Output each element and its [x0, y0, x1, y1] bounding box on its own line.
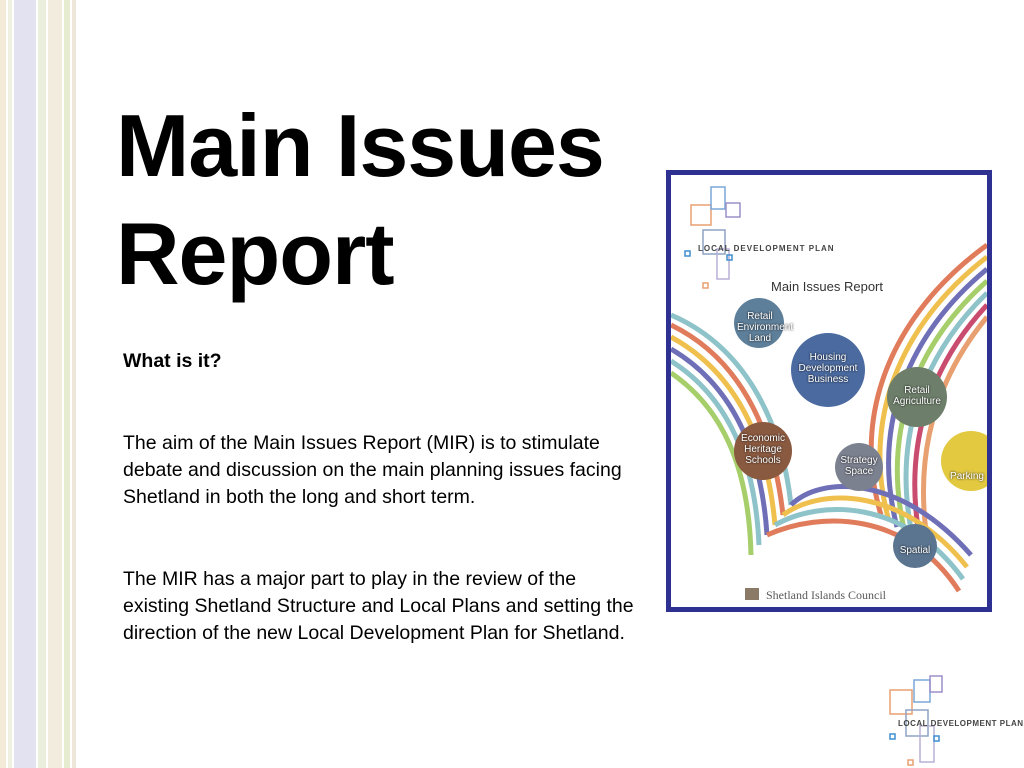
page-title: [116, 92, 676, 308]
circle-economic-heritage-label: Economic Heritage Schools: [741, 433, 785, 466]
title-line-1: Main Issues: [116, 96, 604, 195]
body-text: [123, 348, 643, 702]
question-heading: What is it?: [123, 350, 222, 372]
left-stripes-decoration: [0, 0, 82, 768]
paragraph-2: The MIR has a major part to play in the review of the existing Shetland Structure and Local Plans and setting the direction of the new Local Development Plan for Shetland.: [123, 568, 634, 644]
paragraph-1: The aim of the Main Issues Report (MIR) is to stimulate debate and discussion on the main planning issues facing Shetland in both the long and short term.: [123, 432, 622, 508]
circle-housing-development-label: Housing Development Business: [798, 352, 858, 385]
circle-spatial-label: Spatial: [899, 545, 931, 556]
circle-retail-agriculture-label: Retail Agriculture: [893, 385, 941, 407]
title-line-2: Report: [116, 204, 394, 303]
cover-council-name: Shetland Islands Council: [766, 588, 886, 602]
footer-ldp-label: LOCAL DEVELOPMENT PLAN: [898, 719, 1024, 728]
circle-retail-environment-label: Retail Environment Land: [737, 311, 794, 344]
circle-strategy-space-label: Strategy Space: [840, 455, 878, 477]
council-crest: [745, 588, 759, 600]
report-cover-image: [666, 170, 992, 612]
cover-ldp-label: LOCAL DEVELOPMENT PLAN: [698, 244, 835, 253]
circle-parking-label: Parking: [950, 471, 984, 482]
photo-circle-6: [941, 431, 987, 491]
cover-title: Main Issues Report: [771, 279, 883, 294]
